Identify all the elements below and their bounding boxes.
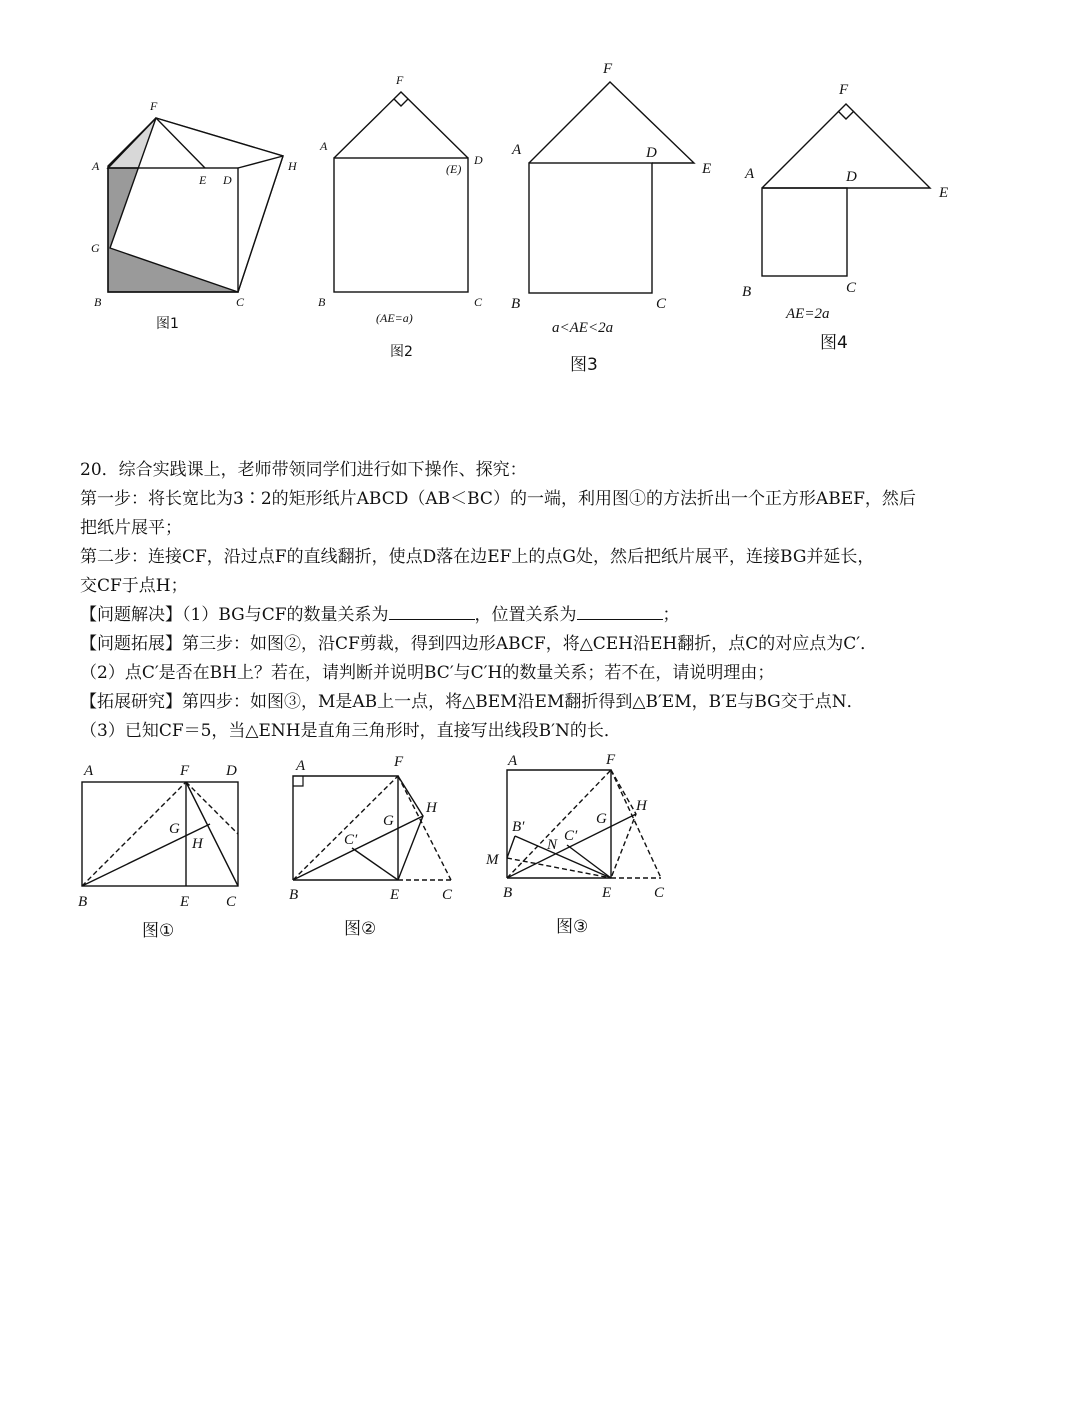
fig3-label-E: E [702, 161, 712, 177]
fig1-label-B: B [94, 295, 102, 309]
figa-label-E: E [180, 894, 190, 910]
fig3-caption: 图3 [570, 355, 598, 375]
fig2-label-A: A [320, 139, 328, 153]
fig1-label-E: E [199, 173, 207, 187]
figa-line-fold [186, 782, 238, 834]
figb-label-C: C [442, 887, 453, 903]
figa-label-B: B [78, 894, 88, 910]
figb-label-G: G [383, 813, 394, 829]
figc-label-H: H [636, 798, 647, 814]
figa-label-H: H [192, 836, 203, 852]
figb-label-C1: C′ [344, 832, 358, 848]
figure-a [82, 782, 238, 886]
fig3-condition: a<AE<2a [552, 320, 614, 336]
figa-rectangle [82, 782, 238, 886]
problem-heading: 20．综合实践课上，老师带领同学们进行如下操作、探究： [80, 460, 527, 480]
fig1-label-C: C [236, 295, 245, 309]
figc-line-fc [611, 770, 661, 878]
fig4-caption: 图4 [820, 333, 848, 353]
fig4-label-A: A [745, 166, 755, 182]
fig2-condition: (AE=a) [376, 311, 413, 325]
figb-label-A: A [296, 758, 306, 774]
figb-line-fhe [398, 776, 423, 880]
figb-right-angle-mark [293, 776, 303, 786]
fig1-label-F: F [150, 99, 158, 113]
fig2-label-D: D [474, 153, 483, 167]
figc-label-B1: B′ [512, 819, 525, 835]
figa-label-C: C [226, 894, 237, 910]
figb-label-B: B [289, 887, 299, 903]
fig4-label-F: F [839, 82, 849, 98]
figc-label-C: C [654, 885, 665, 901]
figb-label-F: F [394, 754, 404, 770]
fig3-label-A: A [512, 142, 522, 158]
problem-step2-cont: 交CF于点H； [80, 576, 188, 596]
question-1-part-a: 【问题解决】（1）BG与CF的数量关系为 [80, 605, 389, 625]
figb-caption: 图② [344, 919, 377, 939]
question-3: （3）已知CF＝5，当△ENH是直角三角形时，直接写出线段B′N的长． [80, 721, 621, 741]
figc-label-G: G [596, 811, 607, 827]
fig2-label-C: C [474, 295, 483, 309]
fig2-label-F: F [396, 73, 404, 87]
question-1-part-c: ； [662, 605, 680, 625]
fig3-label-D: D [646, 145, 657, 161]
figc-label-N: N [547, 837, 558, 853]
fig1-label-A: A [92, 159, 100, 173]
fig4-label-E: E [939, 185, 949, 201]
figa-line-fc [186, 782, 238, 886]
fig3-label-C: C [656, 296, 667, 312]
fig1-label-H: H [288, 159, 297, 173]
figa-label-D: D [226, 763, 237, 779]
question-1-part-b: ，位置关系为 [474, 605, 577, 625]
fig4-label-C: C [846, 280, 857, 296]
problem-step1-cont: 把纸片展平； [80, 518, 182, 538]
fig4-label-B: B [742, 284, 752, 300]
figc-label-B: B [503, 885, 513, 901]
figc-line-mb1 [507, 836, 515, 858]
fig3-label-F: F [603, 61, 613, 77]
figc-label-C1: C′ [564, 828, 578, 844]
figc-line-b1e [515, 836, 611, 878]
figc-line-me [507, 858, 611, 878]
fig4-condition: AE=2a [786, 306, 830, 322]
fig2-caption: 图2 [390, 344, 413, 360]
figb-line-c1e [352, 848, 398, 880]
figc-label-E: E [602, 885, 612, 901]
figa-label-F: F [180, 763, 190, 779]
figc-line-bh [507, 814, 636, 878]
fig2-label-E: (E) [446, 162, 462, 176]
fig1-label-D: D [223, 173, 232, 187]
figc-label-A: A [508, 753, 518, 769]
fig2-label-B: B [318, 295, 326, 309]
problem-step2: 第二步：连接CF，沿过点F的直线翻折，使点D落在边EF上的点G处，然后把纸片展平，连接BG并延长， [80, 547, 875, 567]
figb-line-fc [398, 776, 451, 880]
figc-label-M: M [486, 852, 499, 868]
figa-caption: 图① [142, 921, 175, 941]
figc-caption: 图③ [556, 917, 589, 937]
figa-label-A: A [84, 763, 94, 779]
problem-step4: 【拓展研究】第四步：如图③，M是AB上一点，将△BEM沿EM翻折得到△B′EM，B′E与BG交于点N． [80, 692, 864, 712]
problem-step1: 第一步：将长宽比为3∶2的矩形纸片ABCD（AB＜BC）的一端，利用图①的方法折出一个正方形ABEF，然后 [80, 489, 916, 509]
question-2: （2）点C′是否在BH上？若在，请判断并说明BC′与C′H的数量关系；若不在，请说明理由； [80, 663, 775, 683]
fig1-label-G: G [91, 241, 100, 255]
fig4-label-D: D [846, 169, 857, 185]
figc-label-F: F [606, 752, 616, 768]
problem-step3: 【问题拓展】第三步：如图②，沿CF剪裁，得到四边形ABCF，将△CEH沿EH翻折，点C的对应点为C′． [80, 634, 878, 654]
figure-b [293, 776, 451, 880]
fig3-label-B: B [511, 296, 521, 312]
figb-line-bh [293, 816, 423, 880]
figb-label-H: H [426, 800, 437, 816]
fig1-caption: 图1 [156, 316, 179, 332]
figure-c [507, 770, 661, 878]
figa-line-bh [82, 824, 210, 886]
figa-label-G: G [169, 821, 180, 837]
figb-label-E: E [390, 887, 400, 903]
